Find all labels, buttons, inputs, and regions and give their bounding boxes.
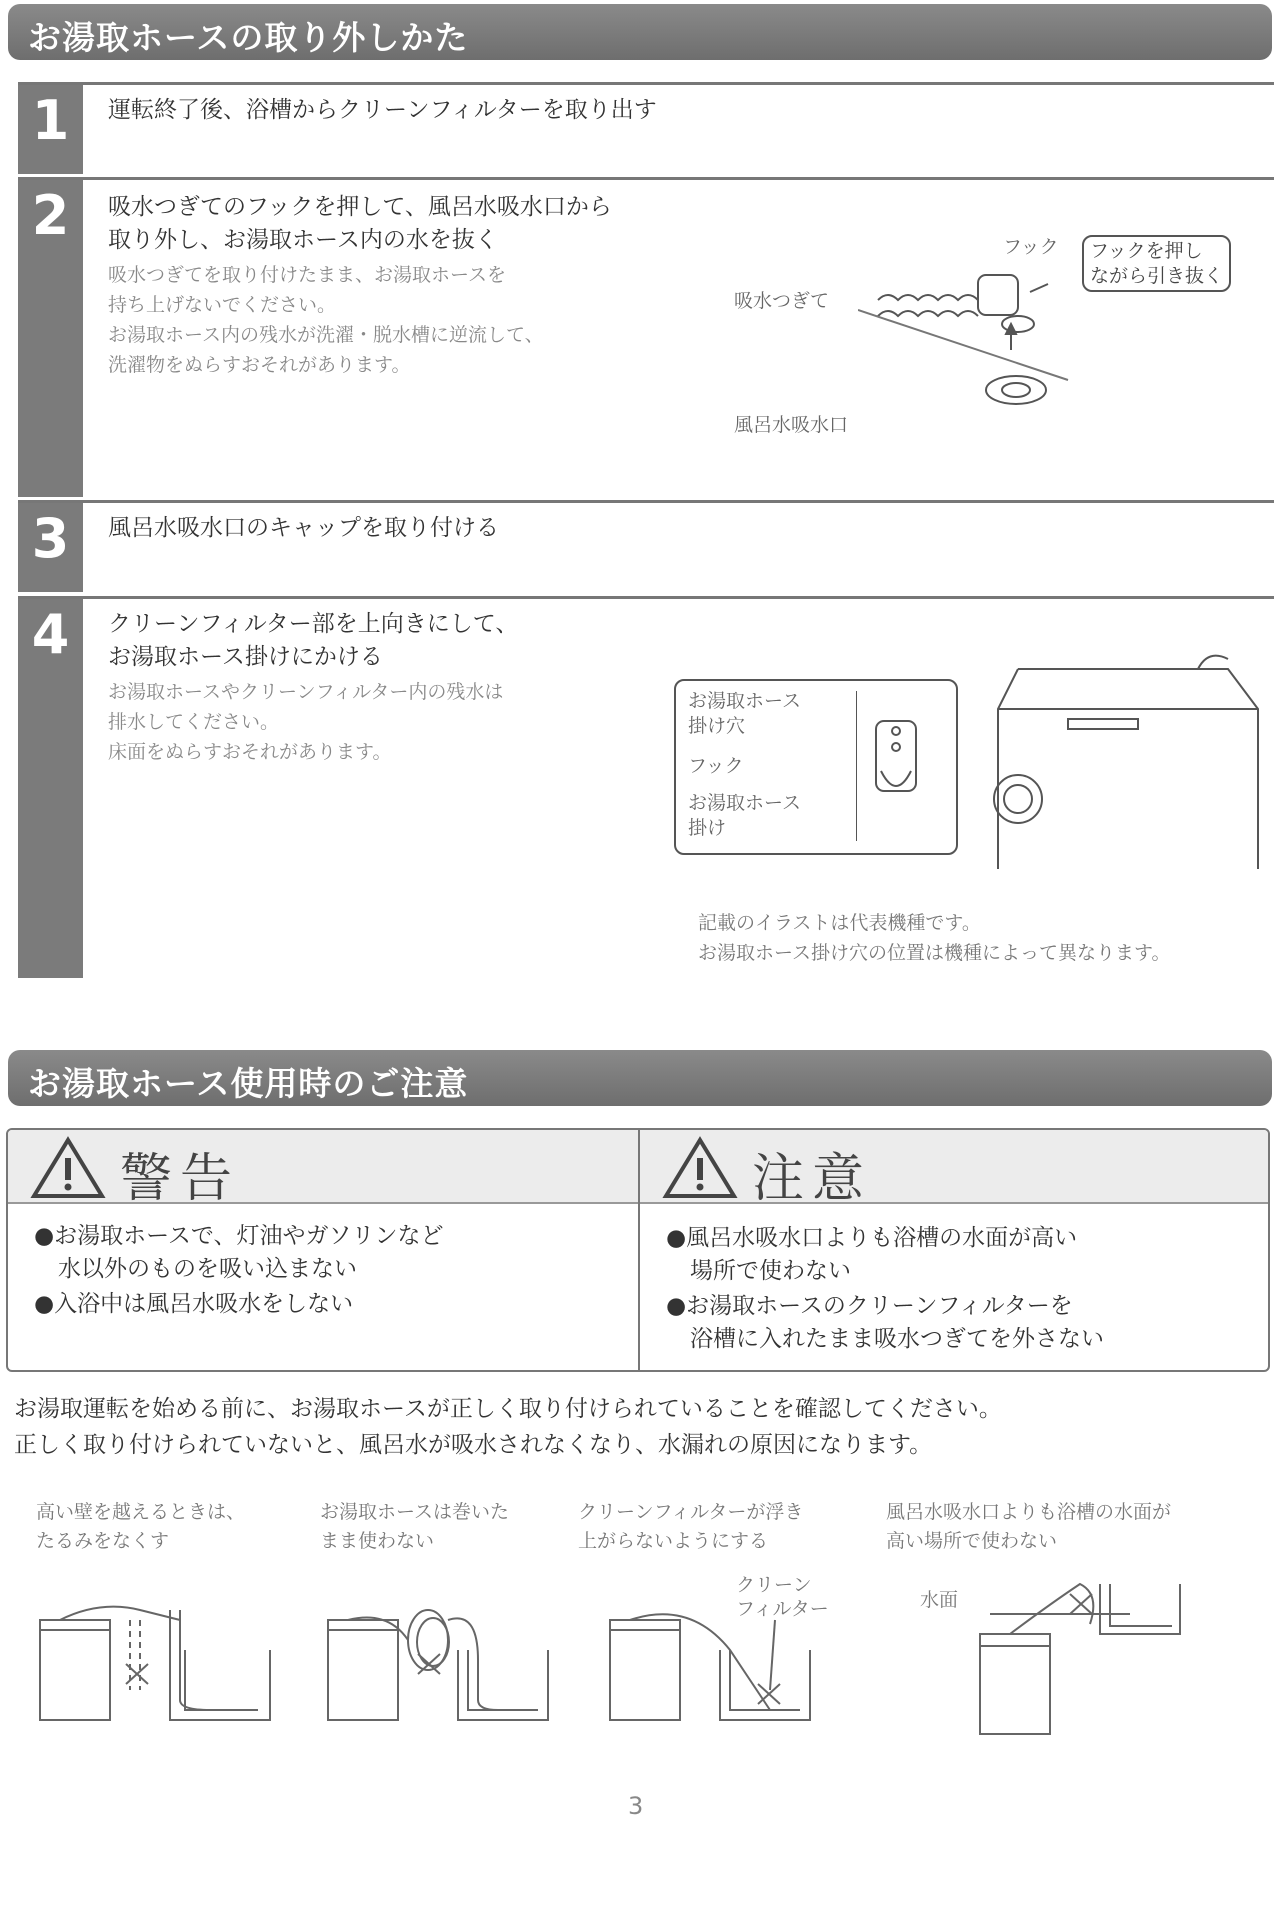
step-note-line-3: お湯取ホース内の残水が洗濯・脱水槽に逆流して、	[108, 324, 544, 346]
item-line: 浴槽に入れたまま吸水つぎてを外さない	[690, 1326, 1104, 1353]
step-note-line-1: お湯取ホースやクリーンフィルター内の残水は	[108, 681, 504, 703]
diagram-4-high-water-level	[960, 1574, 1200, 1744]
item-line: ●お湯取ホースのクリーンフィルターを	[666, 1293, 1073, 1319]
washing-machine-illustration	[978, 649, 1268, 869]
diagram-1-high-wall	[30, 1580, 280, 1730]
item-line: 水以外のものを吸い込まない	[58, 1256, 357, 1283]
diagram-1-caption	[36, 1498, 245, 1555]
step-note-line-4: 洗濯物をぬらすおそれがあります。	[108, 354, 411, 376]
label-inlet: 風呂水吸水口	[734, 414, 849, 436]
caption-line: クリーンフィルターが浮き	[578, 1501, 804, 1523]
step-4	[18, 596, 1274, 978]
step-title: 風呂水吸水口のキャップを取り付ける	[108, 515, 499, 541]
item-line: 場所で使わない	[690, 1258, 851, 1285]
caption-line: たるみをなくす	[36, 1529, 170, 1552]
label-line: フィルター	[736, 1597, 829, 1620]
label-line: クリーン	[736, 1574, 812, 1596]
step-title-line-1: 吸水つぎてのフックを押して、風呂水吸水口から	[108, 194, 612, 220]
caption-line: 高い場所で使わない	[886, 1529, 1058, 1552]
warning-caution-box	[6, 1128, 1270, 1372]
caption-line: お湯取ホースは巻いた	[320, 1501, 510, 1523]
warning-title: 警告	[120, 1149, 241, 1209]
instruction-paragraph-line-2: 正しく取り付けられていないと、風呂水が吸水されなくなり、水漏れの原因になります。	[14, 1432, 933, 1458]
caption-line: まま使わない	[320, 1529, 435, 1552]
hanger-detail-box	[674, 679, 958, 855]
footnote-line-1: 記載のイラストは代表機種です。	[698, 912, 981, 934]
step-title-line-2: 取り外し、お湯取ホース内の水を抜く	[108, 227, 498, 253]
label-line: お湯取ホース	[688, 690, 802, 712]
section-title-removal: お湯取ホースの取り外しかた	[8, 4, 1272, 60]
hanger-illustration	[856, 691, 946, 841]
page-number: 3	[628, 1792, 644, 1820]
footnote-line-2: お湯取ホース掛け穴の位置は機種によって異なります。	[698, 942, 1171, 964]
callout-push-hook	[1082, 235, 1231, 292]
item-line: ●入浴中は風呂水吸水をしない	[34, 1291, 354, 1317]
warning-triangle-icon	[30, 1136, 106, 1200]
item-line: ●お湯取ホースで、灯油やガソリンなど	[34, 1223, 444, 1249]
step-note-line-1: 吸水つぎてを取り付けたまま、お湯取ホースを	[108, 264, 507, 286]
step-title-line-1: クリーンフィルター部を上向きにして、	[108, 611, 519, 637]
item-line: ●風呂水吸水口よりも浴槽の水面が高い	[666, 1225, 1078, 1251]
label-hook: フック	[1003, 236, 1059, 258]
caution-triangle-icon	[662, 1136, 738, 1200]
diagram-3-caption	[578, 1498, 803, 1555]
caption-line: 上がらないようにする	[578, 1529, 769, 1552]
step-title-line-2: お湯取ホース掛けにかける	[108, 644, 383, 670]
label-hook: フック	[688, 755, 744, 777]
diagram-4-caption	[886, 1498, 1171, 1555]
step-note-line-2: 持ち上げないでください。	[108, 294, 337, 316]
caption-line: 高い壁を越えるときは、	[36, 1501, 246, 1523]
step-number: 3	[18, 503, 83, 592]
step-number: 4	[18, 599, 83, 978]
label-connector: 吸水つぎて	[734, 290, 830, 312]
diagram-2-caption	[320, 1498, 509, 1555]
callout-line-1: フックを押し	[1090, 240, 1203, 262]
step-3	[18, 500, 1274, 592]
label-line: お湯取ホース	[688, 792, 802, 814]
step-number: 2	[18, 180, 83, 497]
warning-header	[8, 1130, 638, 1209]
step-2	[18, 177, 1274, 497]
caution-item-1	[666, 1222, 1077, 1289]
step-number: 1	[18, 85, 83, 174]
caution-item-2	[666, 1290, 1104, 1357]
diagram-4-water-level-label: 水面	[920, 1589, 959, 1611]
label-hanger-hole	[688, 689, 801, 738]
caution-column	[640, 1130, 1270, 1370]
label-line: 掛け	[688, 816, 727, 839]
step-note-line-2: 排水してください。	[108, 711, 280, 733]
caution-title: 注意	[752, 1149, 873, 1209]
caption-line: 風呂水吸水口よりも浴槽の水面が	[886, 1501, 1172, 1523]
diagram-3-filter-label	[736, 1574, 829, 1622]
caution-header	[640, 1130, 1270, 1209]
warning-item-1	[34, 1220, 443, 1287]
step-note-line-3: 床面をぬらすおそれがあります。	[108, 741, 392, 763]
label-hanger	[688, 791, 801, 840]
section-title-caution: お湯取ホース使用時のご注意	[8, 1050, 1272, 1106]
diagram-2-coiled-hose	[318, 1580, 558, 1730]
instruction-paragraph-line-1: お湯取運転を始める前に、お湯取ホースが正しく取り付けられていることを確認してください。	[14, 1396, 1002, 1422]
step-title: 運転終了後、浴槽からクリーンフィルターを取り出す	[108, 97, 657, 123]
label-line: 掛け穴	[688, 714, 746, 737]
step-1	[18, 82, 1274, 174]
warning-column	[8, 1130, 640, 1370]
callout-line-2: ながら引き抜く	[1090, 264, 1224, 287]
warning-item-2	[34, 1288, 353, 1321]
